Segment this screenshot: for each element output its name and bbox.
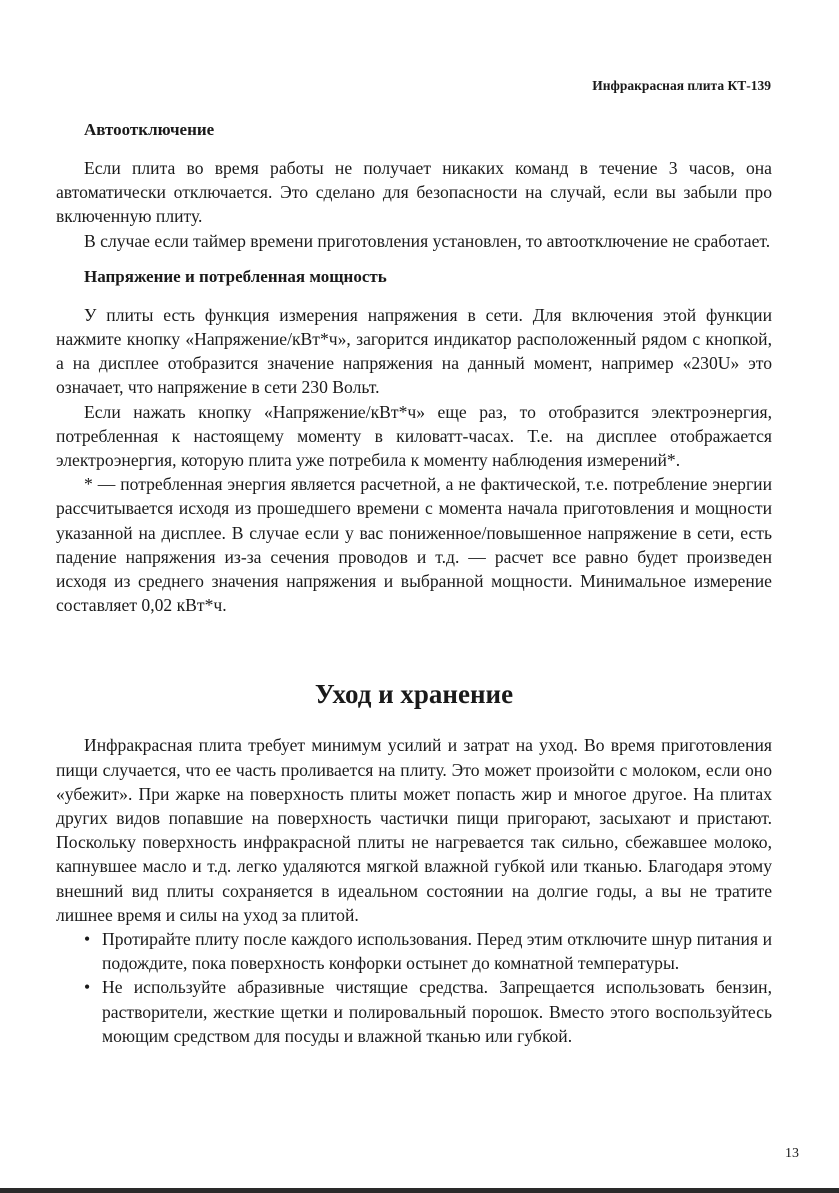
paragraph: У плиты есть функция измерения напряжения в сети. Для включения этой функции нажмите кнопку «Напряжение/кВт*ч», загорится индикатор расположенный рядом с кнопкой, а на дисплее отобразится значение напряжения на данный момент, например «230U» это означает, что напряжение в сети 230 Вольт. [56, 304, 772, 398]
page-number: 13 [785, 1146, 799, 1161]
bullet-icon: • [84, 929, 91, 950]
bullet-icon: • [84, 977, 91, 998]
paragraph: Инфракрасная плита требует минимум усилий и затрат на уход. Во время приготовления пищи случается, что ее часть проливается на плиту. Это может произойти с молоком, если оно «убежит». При жарке на поверхность плиты может попасть жир и многое другое. На плитах других видов попавшие на поверхность частички пищи пригорают, засыхают и пристают. Поскольку поверхность инфракрасной плиты не нагревается так сильно, сбежавшее молоко, капнувшее масло и т.д. легко удаляются мягкой влажной губкой или тканью. Благодаря этому внешний вид плиты сохраняется в идеальном состоянии на долгие годы, а вы не тратите лишнее время и силы на уход за плитой. [56, 735, 772, 925]
list-item-text: Не используйте абразивные чистящие средства. Запрещается использовать бензин, растворители, жесткие щетки и полировальный порошок. Вместо этого воспользуйтесь моющим средством для посуды и влажной тканью или губкой. [102, 977, 772, 1046]
list-item [56, 975, 772, 1048]
footnote-paragraph: * — потребленная энергия является расчетной, а не фактической, т.е. потребление энергии рассчитывается исходя из прошедшего времени с момента начала приготовления и мощности указанной на дисплее. В случае если у вас пониженное/повышенное напряжение в сети, есть падение напряжения из-за сечения проводов и т.д. — расчет все равно будет произведен исходя из среднего значения напряжения и выбранной мощности. Минимальное измерение составляет 0,02 кВт*ч. [56, 474, 772, 616]
section-heading-voltage: Напряжение и потребленная мощность [84, 266, 387, 286]
paragraph: Если нажать кнопку «Напряжение/кВт*ч» еще раз, то отобразится электроэнергия, потребленная к настоящему моменту в киловатт-часах. Т.е. на дисплее отображается электроэнергия, которую плита уже потребила к моменту наблюдения измерений*. [56, 401, 772, 471]
page-body [56, 118, 772, 1048]
chapter-title: Уход и хранение [314, 679, 514, 710]
list-item-text: Протирайте плиту после каждого использования. Перед этим отключите шнур питания и подождите, пока поверхность конфорки остынет до комнатной температуры. [102, 929, 772, 974]
paragraph: Если плита во время работы не получает никаких команд в течение 3 часов, она автоматически отключается. Это сделано для безопасности на случай, если вы забыли про включенную плиту. [56, 158, 772, 227]
bullet-list [56, 927, 772, 1048]
bottom-rule [0, 1188, 839, 1193]
paragraph: В случае если таймер времени приготовления установлен, то автоотключение не сработает. [84, 230, 771, 251]
running-header: Инфракрасная плита КТ-139 [592, 78, 771, 93]
list-item [56, 927, 772, 975]
section-heading-autooff: Автоотключение [84, 120, 215, 139]
